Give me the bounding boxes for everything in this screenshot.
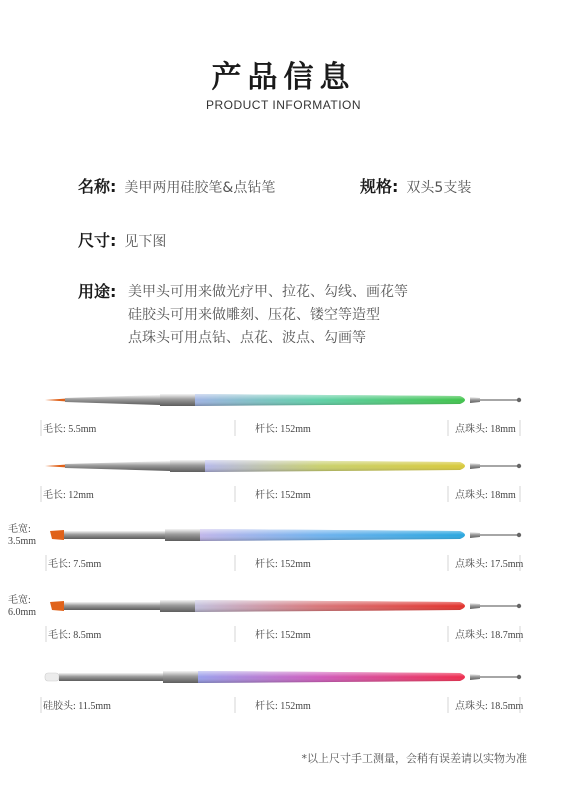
ferrule <box>64 531 165 539</box>
pen-body-highlight <box>200 529 465 541</box>
spec-size-row <box>78 228 166 251</box>
pen-body-highlight <box>198 671 465 683</box>
collar <box>163 671 198 683</box>
ferrule <box>59 673 163 681</box>
collar <box>160 600 195 612</box>
dotting-ball <box>517 604 521 608</box>
usage-line-3: 点珠头可用点钻、点花、波点、勾画等 <box>128 330 366 346</box>
pen-1 <box>41 394 521 436</box>
brush-length-label: 毛长: 7.5mm <box>48 559 102 570</box>
brush-tip <box>45 465 67 468</box>
ferrule <box>65 395 160 405</box>
end-cap <box>470 603 480 609</box>
page-title: 产品信息 <box>211 60 356 95</box>
dotting-ball <box>517 675 521 679</box>
silicone-tip <box>45 673 59 681</box>
brush-width-label: 毛宽: <box>8 524 31 535</box>
pen-body-highlight <box>195 394 465 406</box>
dotting-length-label: 点珠头: 18.7mm <box>455 630 524 641</box>
brush-length-label: 硅胶头: 11.5mm <box>43 701 111 712</box>
spec-name-key: 名称: <box>78 177 117 196</box>
usage-line-2: 硅胶头可用来做雕刻、压花、镂空等造型 <box>128 307 380 323</box>
spec-size-value: 见下图 <box>124 234 167 250</box>
spec-spec-row <box>360 174 471 197</box>
ferrule <box>64 602 160 610</box>
spec-spec-value: 双头5支装 <box>406 180 472 196</box>
brush-length-label: 毛长: 5.5mm <box>43 424 97 435</box>
spec-name-row <box>78 174 275 197</box>
shaft-length-label: 杆长: 152mm <box>255 490 311 501</box>
brush-width-value: 3.5mm <box>8 536 37 547</box>
collar <box>165 529 200 541</box>
spec-usage-row <box>78 279 116 302</box>
end-cap <box>470 532 480 538</box>
pen-body-highlight <box>195 600 465 612</box>
brush-width-label: 毛宽: <box>8 595 31 606</box>
shaft-length-label: 杆长: 152mm <box>255 424 311 435</box>
collar <box>160 394 195 406</box>
measurement-note: *以上尺寸手工测量，会稍有误差请以实物为准 <box>301 752 527 765</box>
collar <box>170 460 205 472</box>
brush-tip <box>45 399 67 402</box>
end-cap <box>470 674 480 680</box>
spec-size-key: 尺寸: <box>78 231 117 250</box>
pen-3 <box>8 522 524 571</box>
spec-spec-key: 规格: <box>360 177 399 196</box>
brush-length-label: 毛长: 12mm <box>43 490 94 501</box>
pen-illustrations <box>0 370 567 730</box>
shaft-length-label: 杆长: 152mm <box>255 630 311 641</box>
end-cap <box>470 463 480 469</box>
spec-name-value: 美甲两用硅胶笔&点钻笔 <box>124 180 276 196</box>
dotting-ball <box>517 398 521 402</box>
pen-2 <box>41 460 521 502</box>
spec-usage-key: 用途: <box>78 282 117 301</box>
ferrule <box>65 461 170 471</box>
usage-line-1: 美甲头可用来做光疗甲、拉花、勾线、画花等 <box>128 284 408 300</box>
dotting-ball <box>517 533 521 537</box>
flat-brush-tip <box>50 530 64 540</box>
flat-brush-tip <box>50 601 64 611</box>
dotting-length-label: 点珠头: 18.5mm <box>455 701 524 712</box>
shaft-length-label: 杆长: 152mm <box>255 701 311 712</box>
pen-4 <box>8 593 524 642</box>
pen-5 <box>41 671 524 713</box>
brush-width-value: 6.0mm <box>8 607 37 618</box>
brush-length-label: 毛长: 8.5mm <box>48 630 102 641</box>
pen-body-highlight <box>205 460 465 472</box>
dotting-length-label: 点珠头: 18mm <box>455 424 516 435</box>
page-subtitle: PRODUCT INFORMATION <box>205 98 362 112</box>
end-cap <box>470 397 480 403</box>
dotting-length-label: 点珠头: 18mm <box>455 490 516 501</box>
shaft-length-label: 杆长: 152mm <box>255 559 311 570</box>
dotting-length-label: 点珠头: 17.5mm <box>455 559 524 570</box>
dotting-ball <box>517 464 521 468</box>
